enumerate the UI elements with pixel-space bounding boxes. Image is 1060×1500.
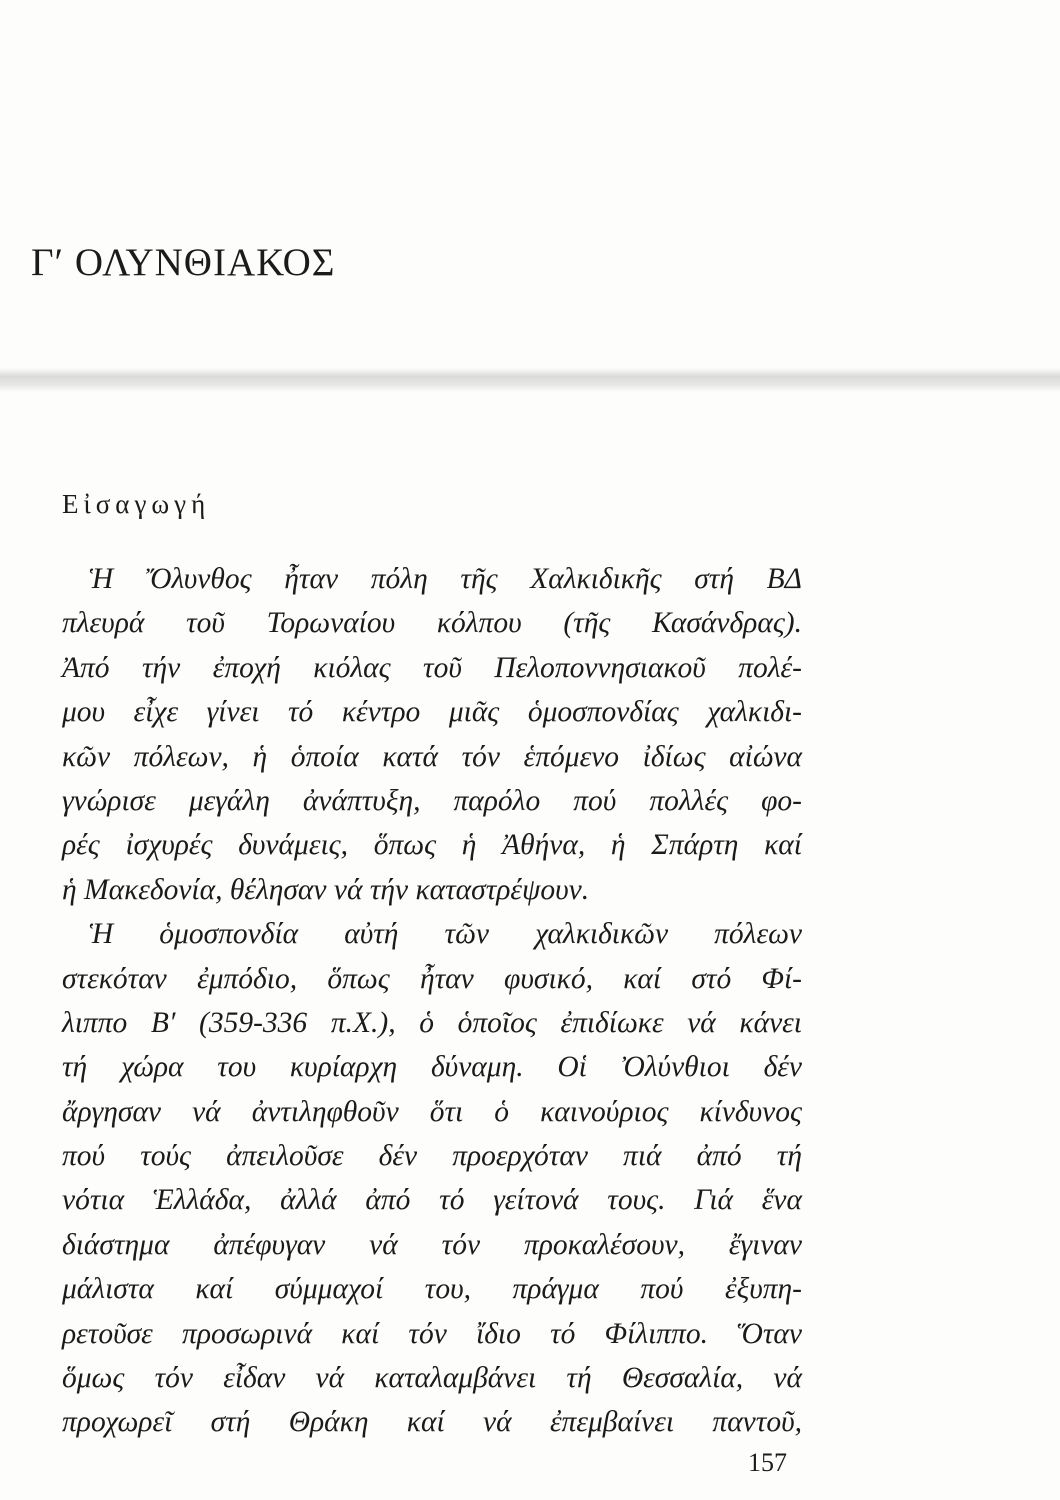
text-line: διάστημα ἀπέφυγαν νά τόν προκαλέσουν, ἔγιναν bbox=[62, 1228, 802, 1261]
text-line: Ἡ ὁμοσπονδία αὐτή τῶν χαλκιδικῶν πόλεων bbox=[89, 918, 802, 951]
text-line: προχωρεῖ στή Θράκη καί νά ἐπεμβαίνει παντοῦ, bbox=[62, 1406, 802, 1439]
text-line: πλευρά τοῦ Τορωναίου κόλπου (τῆς Κασάνδρας). bbox=[62, 607, 802, 640]
text-line: γνώρισε μεγάλη ἀνάπτυξη, παρόλο πού πολλές φο- bbox=[62, 784, 802, 817]
text-line: μάλιστα καί σύμμαχοί του, πράγμα πού ἐξυπη- bbox=[62, 1273, 802, 1306]
text-line: κῶν πόλεων, ἡ ὁποία κατά τόν ἑπόμενο ἰδίως αἰώνα bbox=[62, 740, 802, 773]
text-line: ἄργησαν νά ἀντιληφθοῦν ὅτι ὁ καινούριος κίνδυνος bbox=[62, 1095, 802, 1128]
text-line: ρές ἰσχυρές δυνάμεις, ὅπως ἡ Ἀθήνα, ἡ Σπάρτη καί bbox=[62, 829, 802, 862]
text-line: Ἀπό τήν ἐποχή κιόλας τοῦ Πελοποννησιακοῦ πολέ- bbox=[62, 651, 802, 684]
text-line: ἡ Μακεδονία, θέλησαν νά τήν καταστρέψουν. bbox=[62, 873, 590, 906]
text-line: τή χώρα του κυρίαρχη δύναμη. Οἱ Ὀλύνθιοι δέν bbox=[62, 1051, 802, 1084]
text-line: ὅμως τόν εἶδαν νά καταλαμβάνει τή Θεσσαλία, νά bbox=[62, 1362, 802, 1395]
text-line: μου εἶχε γίνει τό κέντρο μιᾶς ὁμοσπονδίας χαλκιδι- bbox=[62, 696, 802, 729]
chapter-title: Γ′ ΟΛΥΝΘΙΑΚΟΣ bbox=[31, 241, 336, 284]
paragraph-1 bbox=[62, 557, 802, 912]
text-line: νότια Ἑλλάδα, ἀλλά ἀπό τό γείτονά τους. Γιά ἕνα bbox=[62, 1184, 802, 1217]
text-line: πού τούς ἀπειλοῦσε δέν προερχόταν πιά ἀπό τή bbox=[62, 1140, 802, 1173]
text-line: ρετοῦσε προσωρινά καί τόν ἴδιο τό Φίλιππο. Ὅταν bbox=[62, 1317, 802, 1350]
section-heading: Εἰσαγωγή bbox=[62, 489, 211, 519]
text-line: λιππο Β′ (359-336 π.Χ.), ὁ ὁποῖος ἐπιδίωκε νά κάνει bbox=[62, 1006, 802, 1039]
paragraph-2 bbox=[62, 912, 802, 1445]
scan-shadow-band bbox=[0, 368, 1060, 392]
body-text bbox=[62, 557, 802, 1445]
text-line: Ἡ Ὄλυνθος ἦταν πόλη τῆς Χαλκιδικῆς στή ΒΔ bbox=[89, 563, 802, 595]
page-number: 157 bbox=[748, 1448, 787, 1477]
text-line: στεκόταν ἐμπόδιο, ὅπως ἦταν φυσικό, καί στό Φί- bbox=[62, 962, 802, 995]
